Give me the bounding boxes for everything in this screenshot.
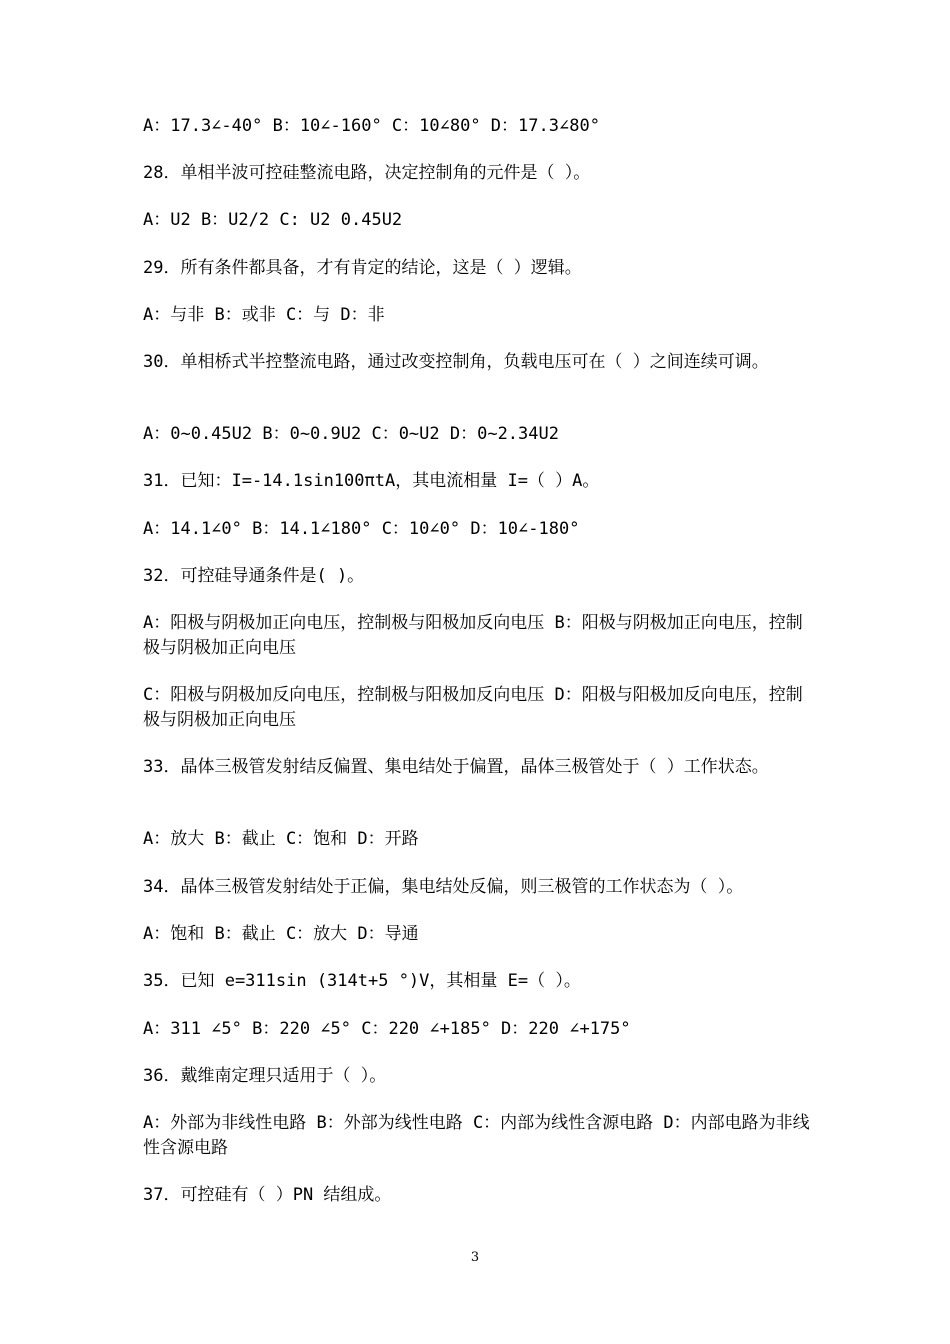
answer-options-32-cd: C：阳极与阴极加反向电压，控制极与阳极加反向电压 D：阳极与阳极加反向电压，控制极与阴极加正向电压: [143, 685, 803, 730]
answer-options-34: A：饱和 B：截止 C：放大 D：导通: [143, 924, 419, 944]
answer-options-33: A：放大 B：截止 C：饱和 D：开路: [143, 829, 419, 849]
question-31: 31．已知：I=-14.1sin100πtA，其电流相量 I=（ ）A。: [143, 471, 600, 491]
page-number: 3: [470, 1250, 480, 1265]
question-28: 28．单相半波可控硅整流电路，决定控制角的元件是（ ）。: [143, 163, 591, 183]
answer-options-29: A：与非 B：或非 C：与 D：非: [143, 305, 385, 325]
question-36: 36．戴维南定理只适用于（ ）。: [143, 1066, 387, 1086]
answer-options-31: A：14.1∠0° B：14.1∠180° C：10∠0° D：10∠-180°: [143, 519, 580, 539]
question-34: 34．晶体三极管发射结处于正偏，集电结处反偏，则三极管的工作状态为（ ）。: [143, 877, 744, 897]
question-29: 29．所有条件都具备，才有肯定的结论，这是（ ）逻辑。: [143, 258, 582, 278]
answer-options-36: A：外部为非线性电路 B：外部为线性电路 C：内部为线性含源电路 D：内部电路为非线性含源电路: [143, 1113, 810, 1158]
answer-options-35: A：311 ∠5° B：220 ∠5° C：220 ∠+185° D：220 ∠+175°: [143, 1019, 631, 1039]
question-33: 33．晶体三极管发射结反偏置、集电结处于偏置，晶体三极管处于（ ）工作状态。: [143, 757, 769, 777]
answer-options-30: A：0~0.45U2 B：0~0.9U2 C：0~U2 D：0~2.34U2: [143, 424, 559, 444]
answer-options-32-ab: A：阳极与阴极加正向电压，控制极与阳极加反向电压 B：阳极与阴极加正向电压，控制极与阴极加正向电压: [143, 613, 803, 658]
question-30: 30．单相桥式半控整流电路，通过改变控制角，负载电压可在（ ）之间连续可调。: [143, 352, 769, 372]
question-37: 37．可控硅有（ ）PN 结组成。: [143, 1185, 392, 1205]
question-32: 32．可控硅导通条件是( )。: [143, 566, 365, 586]
question-35: 35．已知 e=311sin (314t+5 °)V，其相量 E=（ ）。: [143, 971, 581, 991]
answer-options-28: A：U2 B：U2/2 C: U2 0.45U2: [143, 210, 403, 230]
answer-options-27: A：17.3∠-40° B：10∠-160° C：10∠80° D：17.3∠80°: [143, 116, 600, 136]
